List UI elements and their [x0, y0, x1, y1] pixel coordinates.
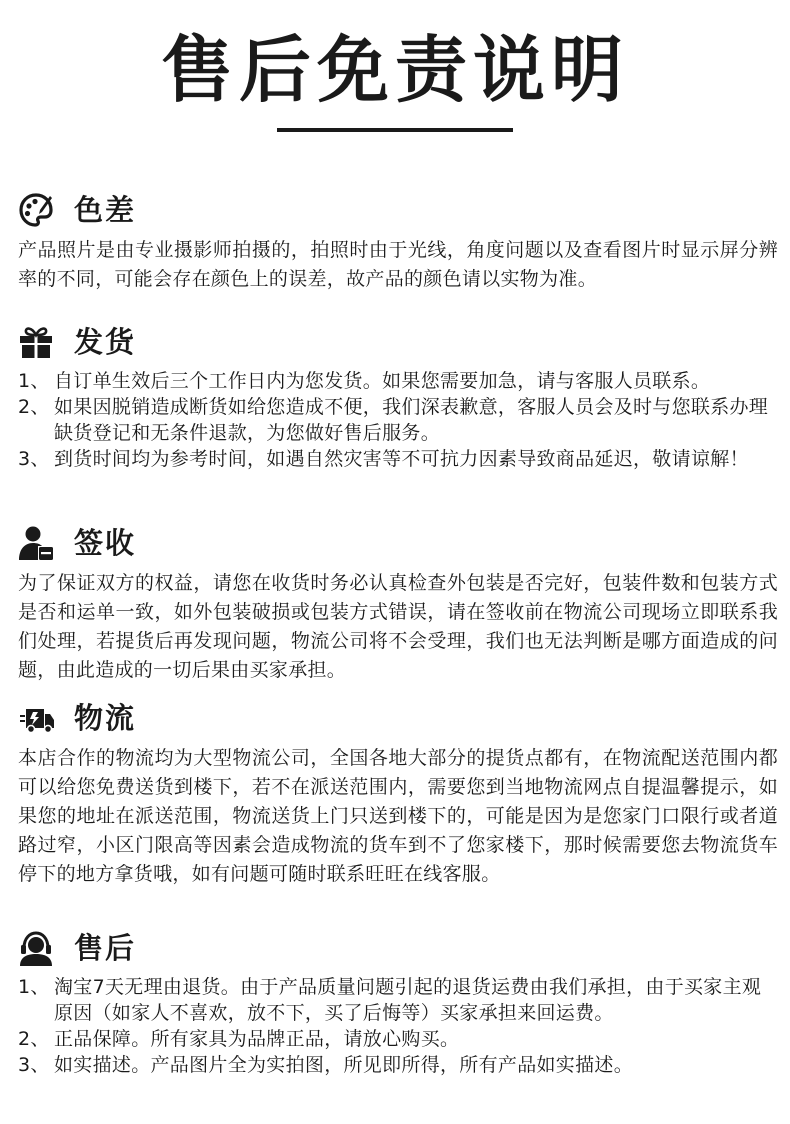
section-title: 色差 — [74, 193, 137, 227]
section-receipt — [18, 523, 778, 685]
palette-icon — [18, 192, 54, 228]
section-shipping — [18, 322, 778, 472]
list-item: 3、 如实描述。产品图片全为实拍图，所见即所得，所有产品如实描述。 — [18, 1054, 634, 1076]
list-item: 2、 如果因脱销造成断货如给您造成不便，我们深表歉意，客服人员会及时与您联系办理缺货登记和无条件退款，为您做好售后服务。 — [18, 396, 769, 444]
section-logistics — [18, 698, 778, 889]
list-item: 1、 自订单生效后三个工作日内为您发货。如果您需要加急，请与客服人员联系。 — [18, 370, 711, 392]
section-title: 物流 — [74, 701, 137, 735]
section-header — [18, 928, 778, 968]
section-color-difference — [18, 190, 778, 294]
truck-icon — [16, 700, 58, 736]
section-title: 售后 — [74, 931, 137, 965]
section-text: 为了保证双方的权益，请您在收货时务必认真检查外包装是否完好，包装件数和包装方式是否和运单一致，如外包装破损或包装方式错误，请在签收前在物流公司现场立即联系我们处理，若提货后再发现问题，物流公司将不会受理，我们也无法判断是哪方面造成的问题，由此造成的一切后果由买家承担。 — [18, 572, 778, 681]
gift-icon — [18, 324, 54, 360]
section-header — [18, 523, 778, 563]
section-text: 产品照片是由专业摄影师拍摄的，拍照时由于光线，角度问题以及查看图片时显示屏分辨率的不同，可能会存在颜色上的误差，故产品的颜色请以实物为准。 — [18, 239, 778, 290]
person-package-icon — [18, 525, 54, 561]
section-header — [18, 190, 778, 230]
section-header — [18, 698, 778, 738]
title-underline — [277, 128, 513, 132]
section-title: 发货 — [74, 325, 137, 359]
section-title: 签收 — [74, 526, 137, 560]
list-item: 1、 淘宝7天无理由退货。由于产品质量问题引起的退货运费由我们承担，由于买家主观原因（如家人不喜欢，放不下，买了后悔等）买家承担来回运费。 — [18, 976, 762, 1024]
section-header — [18, 322, 778, 362]
after-sale-list — [18, 974, 778, 1078]
page-title: 售后免责说明 — [160, 28, 629, 112]
section-after-sale — [18, 928, 778, 1078]
list-item: 2、 正品保障。所有家具为品牌正品，请放心购买。 — [18, 1028, 460, 1050]
shipping-list — [18, 368, 778, 472]
headset-icon — [18, 930, 54, 966]
section-text: 本店合作的物流均为大型物流公司，全国各地大部分的提货点都有，在物流配送范围内都可以给您免费送货到楼下，若不在派送范围内，需要您到当地物流网点自提温馨提示，如果您的地址在派送范围，物流送货上门只送到楼下的，可能是因为是您家门口限行或者道路过窄，小区门限高等因素会造成物流的货车到不了您家楼下，那时候需要您去物流货车停下的地方拿货哦，如有问题可随时联系旺旺在线客服。 — [18, 747, 778, 885]
list-item: 3、 到货时间均为参考时间，如遇自然灾害等不可抗力因素导致商品延迟，敬请谅解！ — [18, 448, 749, 470]
